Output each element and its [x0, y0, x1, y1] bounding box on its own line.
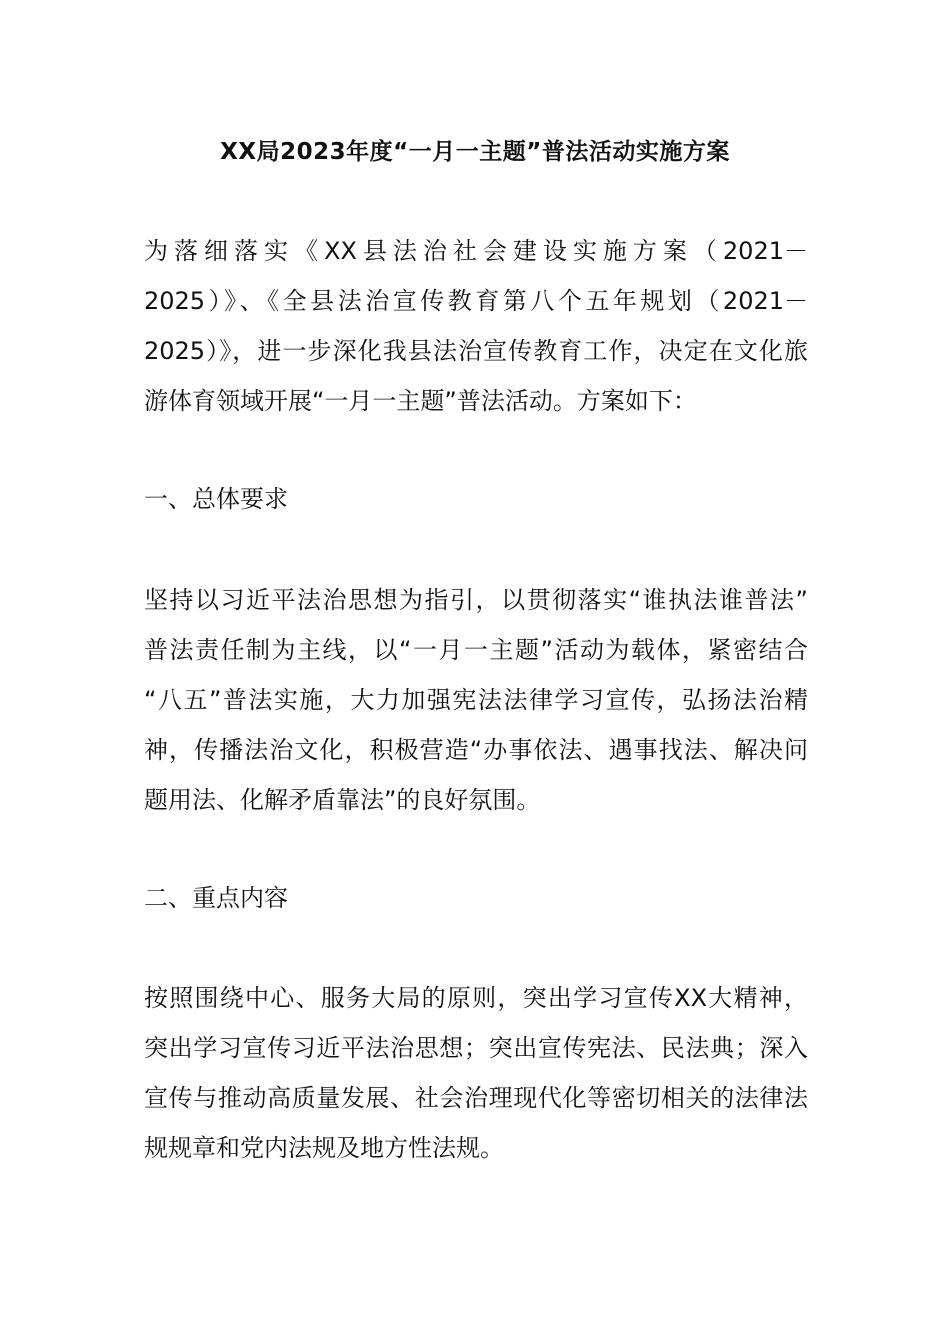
section2-paragraph: [144, 973, 808, 1173]
section2-heading: 二、重点内容: [144, 884, 288, 912]
section1-line: 坚持以习近平法治思想为指引，以贯彻落实“谁执法谁普法”: [144, 586, 808, 614]
document-title: XX局2023年度“一月一主题”普法活动实施方案: [220, 139, 730, 165]
section2-line: 突出学习宣传习近平法治思想；突出宣传宪法、民法典；深入: [144, 1034, 808, 1062]
section2-line: 按照围绕中心、服务大局的原则，突出学习宣传XX大精神，: [144, 984, 808, 1012]
intro-paragraph: [144, 226, 808, 426]
section1-heading: 一、总体要求: [144, 485, 288, 513]
section1-line: 题用法、化解矛盾靠法”的良好氛围。: [144, 786, 541, 814]
intro-line: 2025）》、《全县法治宣传教育第八个五年规划（2021－: [144, 287, 808, 315]
section1-line: “八五”普法实施，大力加强宪法法律学习宣传，弘扬法治精: [144, 686, 808, 714]
intro-line: 2025）》，进一步深化我县法治宣传教育工作，决定在文化旅: [144, 337, 808, 365]
section2-line: 宣传与推动高质量发展、社会治理现代化等密切相关的法律法: [144, 1084, 808, 1112]
intro-line: 为落细落实《XX县法治社会建设实施方案（2021－: [144, 237, 808, 265]
section1-line: 普法责任制为主线，以“一月一主题”活动为载体，紧密结合: [144, 636, 808, 664]
section1-line: 神，传播法治文化，积极营造“办事依法、遇事找法、解决问: [144, 736, 808, 764]
section1-paragraph: [144, 575, 808, 825]
section2-line: 规规章和党内法规及地方性法规。: [144, 1134, 504, 1162]
intro-line: 游体育领域开展“一月一主题”普法活动。方案如下：: [144, 387, 697, 415]
